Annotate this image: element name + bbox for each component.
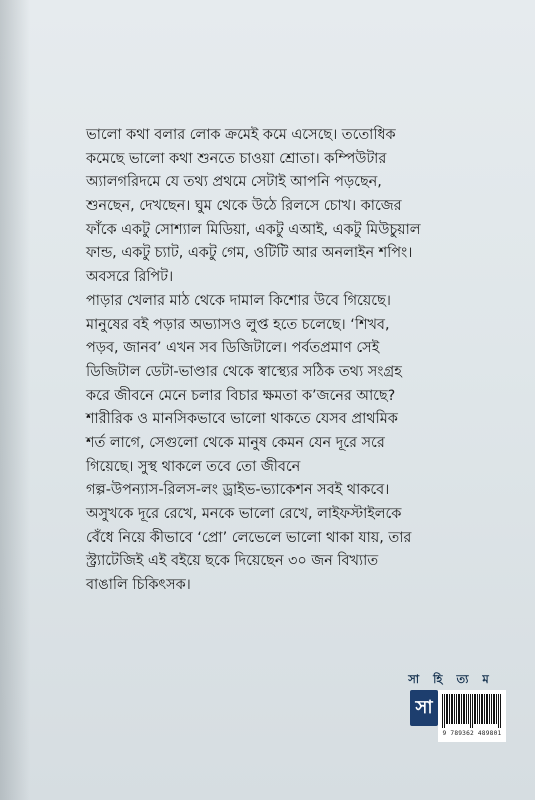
blurb-line: বেঁধে নিয়ে কীভাবে ‘প্রো’ লেভেলে ভালো থাকা যায়, তার <box>86 529 412 546</box>
blurb-line: অবসরে রিপিট। <box>86 269 174 286</box>
blurb-line: ডিজিটাল ডেটা-ভাণ্ডার থেকে স্বাস্থ্যের সঠিক তথ্য সংগ্রহ <box>86 363 402 380</box>
blurb-line: অসুখকে দূরে রেখে, মনকে ভালো রেখে, লাইফস্টাইলকে <box>86 506 402 522</box>
publisher-logo-icon: সা <box>410 690 438 726</box>
barcode-label <box>438 690 506 742</box>
blurb-line: পড়ব, জানব’ এখন সব ডিজিটালে। পর্বতপ্রমাণ সেই <box>86 340 380 357</box>
blurb-line: বাঙালি চিকিৎসক। <box>86 577 191 594</box>
blurb-line: ফান্ড, একটু চ্যাট, একটু গেম, ওটিটি আর অনলাইন শপিং। <box>86 245 413 262</box>
barcode-icon <box>442 694 502 728</box>
blurb-line: পাড়ার খেলার মাঠ থেকে দামাল কিশোর উবে গিয়েছে। <box>86 292 391 309</box>
blurb-line: শর্ত লাগে, সেগুলো থেকে মানুষ কেমন যেন দূরে সরে <box>86 434 385 451</box>
blurb-line: কমেছে ভালো কথা শুনতে চাওয়া শ্রোতা। কম্পিউটার <box>86 150 387 167</box>
blurb-line: গিয়েছে। সুস্থ থাকলে তবে তো জীবনে <box>86 458 301 475</box>
publisher-name: সা হি ত্য ম <box>408 672 494 686</box>
isbn-number: 9 789362 489801 <box>442 730 502 737</box>
blurb-line: শুনছেন, দেখছেন। ঘুম থেকে উঠে রিলসে চোখ। কাজের <box>86 198 402 215</box>
blurb-line: মানুষের বই পড়ার অভ্যাসও লুপ্ত হতে চলেছে। ‘শিখব, <box>86 316 390 333</box>
blurb-line: ভালো কথা বলার লোক ক্রমেই কমে এসেছে। ততোধিক <box>86 127 396 143</box>
blurb-line: শারীরিক ও মানসিকভাবে ভালো থাকতে যেসব প্রাথমিক <box>86 411 398 428</box>
blurb-line: অ্যালগরিদমে যে তথ্য প্রথমে সেটাই আপনি পড়ছেন, <box>86 174 382 191</box>
blurb-text <box>86 124 506 598</box>
blurb-line: ফাঁকে একটু সোশ্যাল মিডিয়া, একটু এআই, একটু মিউচুয়াল <box>86 221 421 238</box>
blurb-line: গল্প-উপন্যাস-রিলস-লং ড্রাইভ-ভ্যাকেশন সবই থাকবে। <box>86 482 390 499</box>
blurb-line: করে জীবনে মেনে চলার বিচার ক্ষমতা ক’জনের আছে? <box>86 387 396 404</box>
blurb-line: স্ট্র্যাটেজিই এই বইয়ে ছকে দিয়েছেন ৩০ জন বিখ্যাত <box>86 553 379 570</box>
